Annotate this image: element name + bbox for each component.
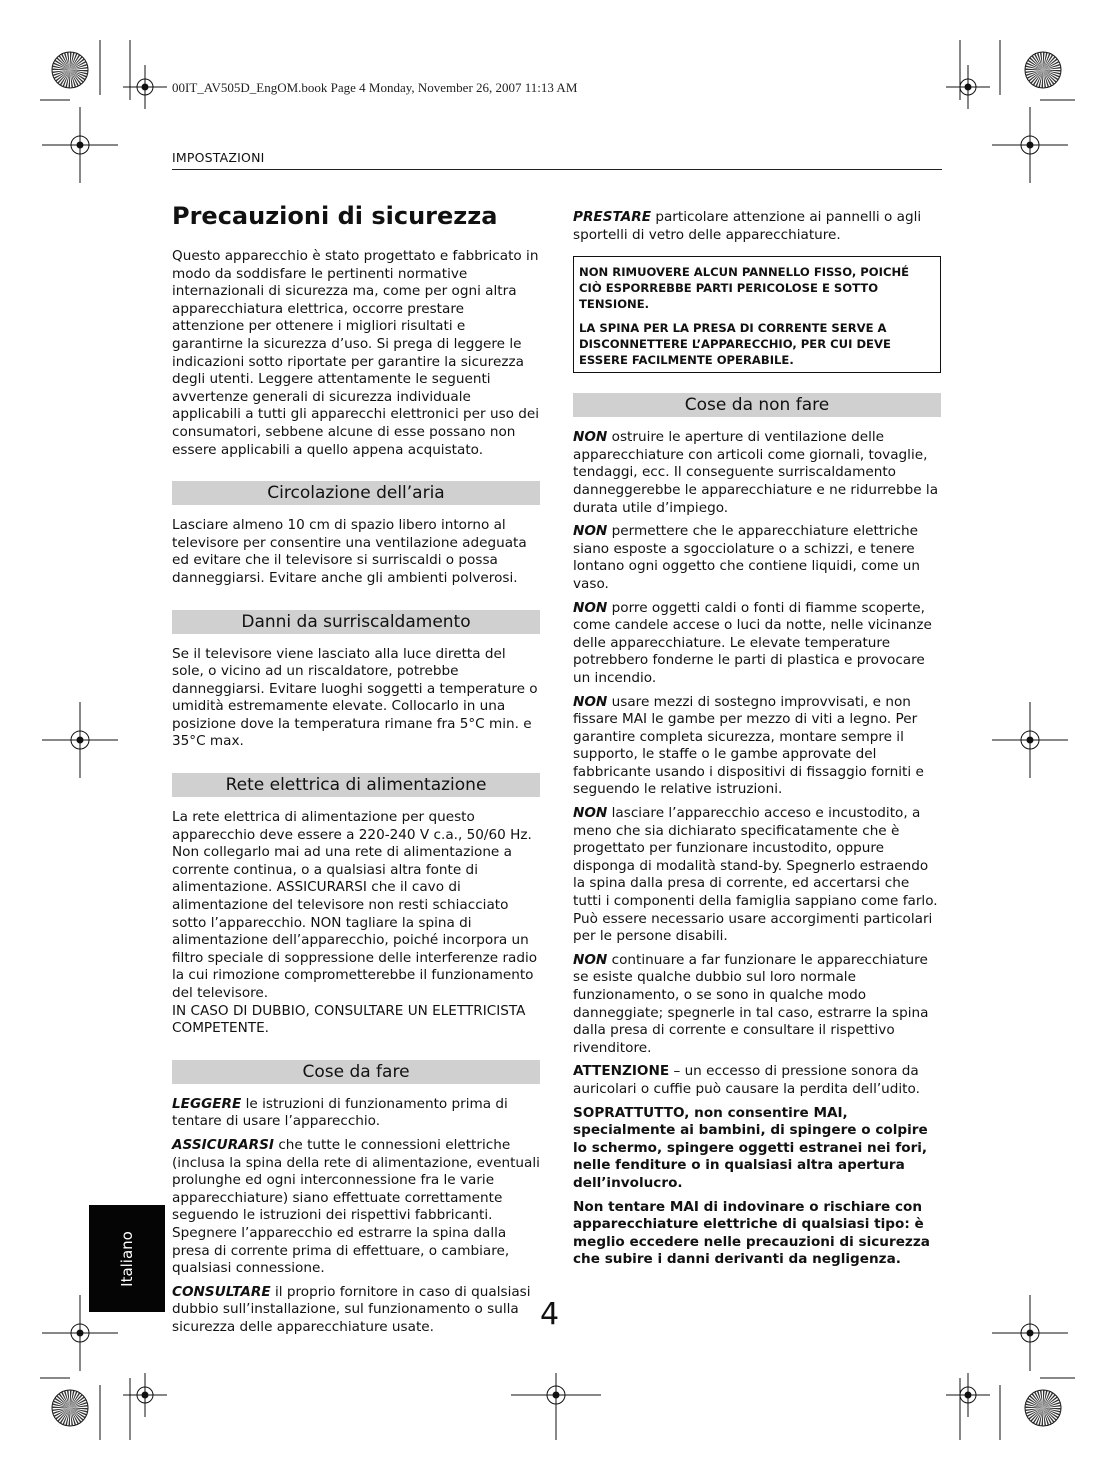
dos-item <box>172 1137 540 1278</box>
never-paragraph: Non tentare MAI di indovinare o rischiare con apparecchiature elettriche di qualsiasi tipo: è meglio eccedere nelle precauzioni di sicurezza che subire i danni derivanti da negligenza. <box>573 1198 930 1268</box>
dos-keyword: LEGGERE <box>172 1095 242 1112</box>
donts-text: permettere che le apparecchiature elettriche siano esposte a sgocciolature o a schizzi, e tenere lontano ogni oggetto che contiene liquidi, come un vaso. <box>573 523 921 592</box>
donts-item <box>573 523 941 593</box>
attention-paragraph <box>573 1063 941 1098</box>
print-header: 00IT_AV505D_EngOM.book Page 4 Monday, November 26, 2007 11:13 AM <box>172 80 578 95</box>
dos-item <box>172 1284 540 1337</box>
dos-keyword: ASSICURARSI <box>172 1136 274 1153</box>
dos-text: il proprio fornitore in caso di qualsiasi dubbio sull’installazione, sul funzionamento o sulla sicurezza delle apparecchiature usate. <box>172 1283 531 1335</box>
dos-item <box>573 209 941 244</box>
power-paragraph <box>172 809 540 1038</box>
header-rule <box>172 169 942 170</box>
section-label: IMPOSTAZIONI <box>172 150 265 165</box>
dos-keyword: CONSULTARE <box>172 1283 271 1300</box>
attention-text: – un eccesso di pressione sonora da auricolari o cuffie può causare la perdita dell’udito. <box>573 1063 920 1097</box>
section-heading-heat: Danni da surriscaldamento <box>172 610 540 634</box>
dos-text: che tutte le connessioni elettriche (inclusa la spina della rete di alimentazione, eventuali prolunghe ed ogni interconnessione fra le varie apparecchiature) siano effettuate correttamente seguendo le istruzioni dei rispettivi fabbricanti. Spegnere l’apparecchio ed estrarre la spina dalla presa di corrente prima di effettuare, o cambiare, qualsiasi connessione. <box>172 1136 540 1277</box>
donts-text: usare mezzi di sostegno improvvisati, e non fissare MAI le gambe per mezzo di viti a legno. Per garantire completa sicurezza, montare sempre il supporto, le staffe o le gambe approvate del fabbricante usando i dispositivi di fissaggio forniti e seguendo le relative istruzioni. <box>573 693 924 798</box>
above-all-paragraph: SOPRATTUTTO, non consentire MAI, specialmente ai bambini, di spingere o colpire lo schermo, spingere oggetti estranei nei fori, nelle fenditure o in qualsiasi altra apertura dell’involucro. <box>573 1104 928 1191</box>
section-heading-donts: Cose da non fare <box>573 393 941 417</box>
attention-keyword: ATTENZIONE <box>573 1063 670 1080</box>
donts-item <box>573 429 941 517</box>
donts-item <box>573 694 941 800</box>
page-title: Precauzioni di sicurezza <box>172 202 498 230</box>
donts-keyword: NON <box>573 523 608 540</box>
intro-paragraph: Questo apparecchio è stato progettato e fabbricato in modo da soddisfare le pertinenti normative internazionali di sicurezza ma, come per ogni altra apparecchiatura elettrica, occorre prestare attenzione per ottenere i migliori risultati e garantirne la sicurezza d’uso. Si prega di leggere le indicazioni sotto riportate per garantire la sicurezza degli utenti. Leggere attentamente le seguenti avvertenze generali di sicurezza individuale applicabili a tutti gli apparecchi elettronici per uso dei consumatori, sebbene alcune di esse possano non essere applicabili a quello appena acquistato. <box>172 248 540 458</box>
starburst-mark <box>52 1390 88 1426</box>
section-heading-air: Circolazione dell’aria <box>172 481 540 505</box>
heat-paragraph: Se il televisore viene lasciato alla luce diretta del sole, o vicino ad un riscaldatore, potrebbe danneggiarsi. Evitare luoghi soggetti a temperature o umidità estremamente elevate. Collocarlo in una posizione dove la temperatura rimane fra 5°C min. e 35°C max. <box>172 645 538 750</box>
warning-box <box>573 256 941 373</box>
power-caps: IN CASO DI DUBBIO, CONSULTARE UN ELETTRICISTA COMPETENTE. <box>172 1002 526 1037</box>
right-column <box>573 209 941 1275</box>
donts-text: porre oggetti caldi o fonti di fiamme scoperte, come candele accese o luci da notte, nelle vicinanze delle apparecchiature. Le elevate temperature potrebbero fonderne le parti di plastica e provocare un incendio. <box>573 599 932 686</box>
dos-keyword: PRESTARE <box>573 209 651 225</box>
warning-line: NON RIMUOVERE ALCUN PANNELLO FISSO, POICHÉ CIÒ ESPORREBBE PARTI PERICOLOSE E SOTTO TENSIONE. <box>579 265 910 312</box>
warning-line: LA SPINA PER LA PRESA DI CORRENTE SERVE A DISCONNETTERE L’APPARECCHIO, PER CUI DEVE ESSERE FACILMENTE OPERABILE. <box>579 321 891 368</box>
donts-keyword: NON <box>573 693 608 710</box>
left-column <box>172 200 540 1343</box>
dos-text: le istruzioni di funzionamento prima di tentare di usare l’apparecchio. <box>172 1095 508 1130</box>
language-tab <box>89 1205 165 1312</box>
section-heading-power: Rete elettrica di alimentazione <box>172 773 540 797</box>
section-heading-dos: Cose da fare <box>172 1060 540 1084</box>
page-number: 4 <box>540 1297 560 1332</box>
donts-keyword: NON <box>573 429 608 446</box>
starburst-mark <box>52 52 88 88</box>
donts-keyword: NON <box>573 599 608 616</box>
starburst-mark <box>1025 1390 1061 1426</box>
donts-text: ostruire le aperture di ventilazione delle apparecchiature con articoli come giornali, tovaglie, tendaggi, ecc. Il conseguente surriscaldamento danneggerebbe le apparecchiature e ne ridurrebbe la durata utile d’impiego. <box>573 429 939 516</box>
donts-item <box>573 805 941 946</box>
donts-item <box>573 952 941 1058</box>
dos-text: particolare attenzione ai pannelli o agli sportelli di vetro delle apparecchiature. <box>573 209 922 243</box>
air-paragraph: Lasciare almeno 10 cm di spazio libero intorno al televisore per consentire una ventilazione adeguata ed evitare che il televisore si surriscaldi o possa danneggiarsi. Evitare anche gli ambienti polverosi. <box>172 517 527 586</box>
donts-keyword: NON <box>573 951 608 968</box>
starburst-mark <box>1025 52 1061 88</box>
language-tab-label: Italiano <box>118 1230 136 1287</box>
donts-text: continuare a far funzionare le apparecchiature se esiste qualche dubbio sul loro normale funzionamento, o se sono in qualche modo danneggiate; spegnerle in tal caso, estrarre la spina dalla presa di corrente e consultare il rispettivo rivenditore. <box>573 951 929 1056</box>
donts-text: lasciare l’apparecchio acceso e incustodito, a meno che sia dichiarato specificatamente che è progettato per funzionare incustodito, oppure disponga di modalità stand-by. Spegnerlo estraendo la spina dalla presa di corrente, ed accertarsi che tutti i componenti della famiglia sappiano come farlo. Può essere necessario usare accorgimenti particolari per le persone disabili. <box>573 805 938 945</box>
dos-item <box>172 1096 540 1131</box>
power-body: La rete elettrica di alimentazione per questo apparecchio deve essere a 220-240 V c.a., 50/60 Hz. Non collegarlo mai ad una rete di alimentazione a corrente continua, o a qualsiasi altra fonte di alimentazione. ASSICURARSI che il cavo di alimentazione del televisore non resti schiacciato sotto l’apparecchio. NON tagliare la spina di alimentazione dell’apparecchio, poiché incorpora un filtro speciale di soppressione delle interferenze radio la cui rimozione comprometterebbe il funzionamento del televisore. <box>172 809 538 1001</box>
donts-keyword: NON <box>573 805 608 822</box>
donts-item <box>573 600 941 688</box>
